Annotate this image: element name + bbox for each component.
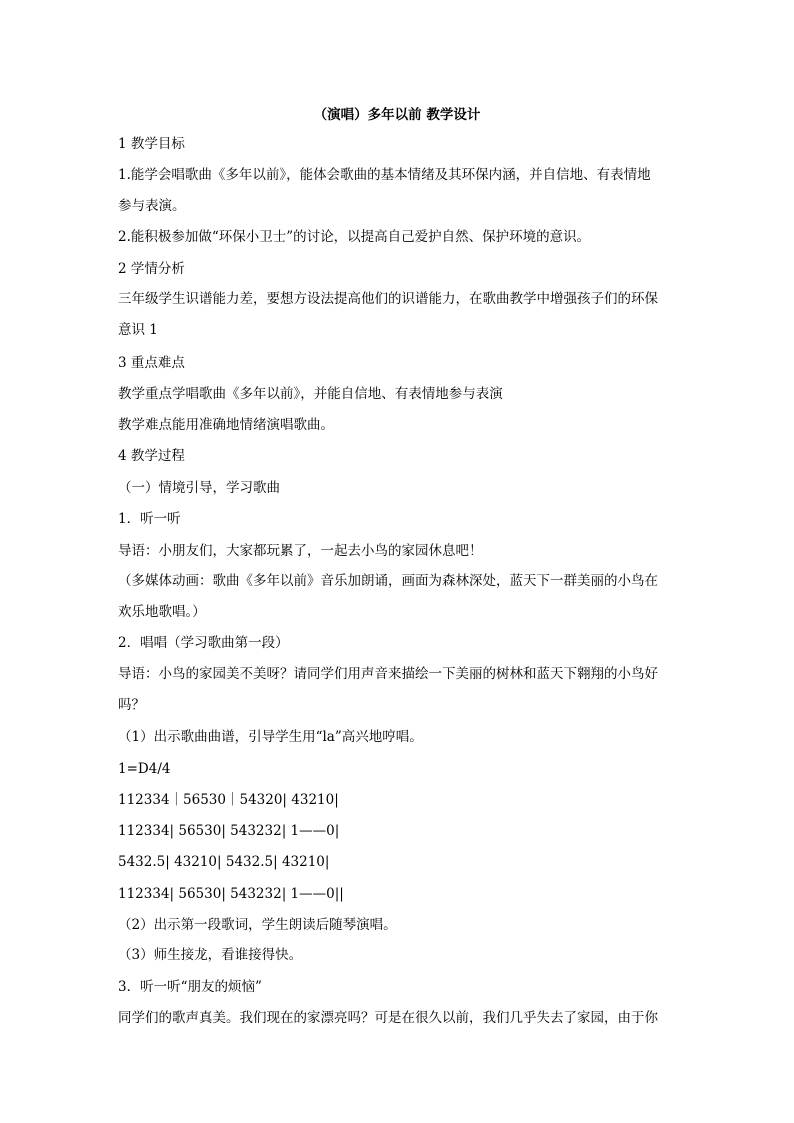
document-line: 导语：小朋友们，大家都玩累了，一起去小鸟的家园休息吧！ — [118, 543, 483, 559]
document-line: 3 重点难点 — [118, 355, 185, 371]
document-title: （演唱）多年以前 教学设计 — [313, 107, 481, 123]
document-line: 3．听一听“朋友的烦恼” — [118, 979, 262, 995]
document-line: 5432.5| 43210| 5432.5| 43210| — [118, 854, 330, 870]
document-line: （多媒体动画：歌曲《多年以前》音乐加朗诵，画面为森林深处，蓝天下一群美丽的小鸟在 — [118, 573, 658, 589]
document-line: （2）出示第一段歌词，学生朗读后随琴演唱。 — [118, 917, 397, 933]
document-line: 教学难点能用准确地情绪演唱歌曲。 — [118, 417, 334, 433]
document-line: 导语：小鸟的家园美不美呀？请同学们用声音来描绘一下美丽的树林和蓝天下翱翔的小鸟好 — [118, 666, 658, 682]
document-line: （一）情境引导，学习歌曲 — [118, 480, 280, 496]
document-line: 同学们的歌声真美。我们现在的家漂亮吗？可是在很久以前，我们几乎失去了家园，由于你 — [118, 1010, 658, 1026]
document-line: 欢乐地歌唱。） — [118, 604, 206, 620]
document-line: 112334| 56530| 543232| 1——0|| — [118, 886, 344, 902]
document-line: 1=D4/4 — [118, 761, 171, 777]
document-line: 112334| 56530| 543232| 1——0| — [118, 823, 340, 839]
document-line: 参与表演。 — [118, 198, 186, 214]
document-line: 1.能学会唱歌曲《多年以前》，能体会歌曲的基本情绪及其环保内涵，并自信地、有表情地 — [118, 167, 651, 183]
document-line: 教学重点学唱歌曲《多年以前》，并能自信地、有表情地参与表演 — [118, 386, 503, 402]
document-line: 112334｜56530｜54320| 43210| — [118, 792, 339, 808]
document-line: 吗？ — [118, 697, 145, 713]
document-line: 1 教学目标 — [118, 136, 185, 152]
document-line: 1．听一听 — [118, 511, 181, 527]
document-line: （1）出示歌曲曲谱，引导学生用“la”高兴地哼唱。 — [118, 729, 423, 745]
document-line: 意识 1 — [118, 322, 158, 338]
document-line: 4 教学过程 — [118, 448, 185, 464]
document-line: 2．唱唱（学习歌曲第一段） — [118, 635, 289, 651]
document-line: 三年级学生识谱能力差，要想方设法提高他们的识谱能力，在歌曲教学中增强孩子们的环保 — [118, 291, 658, 307]
document-line: 2.能积极参加做“环保小卫士”的讨论，以提高自己爱护自然、保护环境的意识。 — [118, 229, 591, 245]
document-line: （3）师生接龙，看谁接得快。 — [118, 947, 303, 963]
document-line: 2 学情分析 — [118, 261, 185, 277]
